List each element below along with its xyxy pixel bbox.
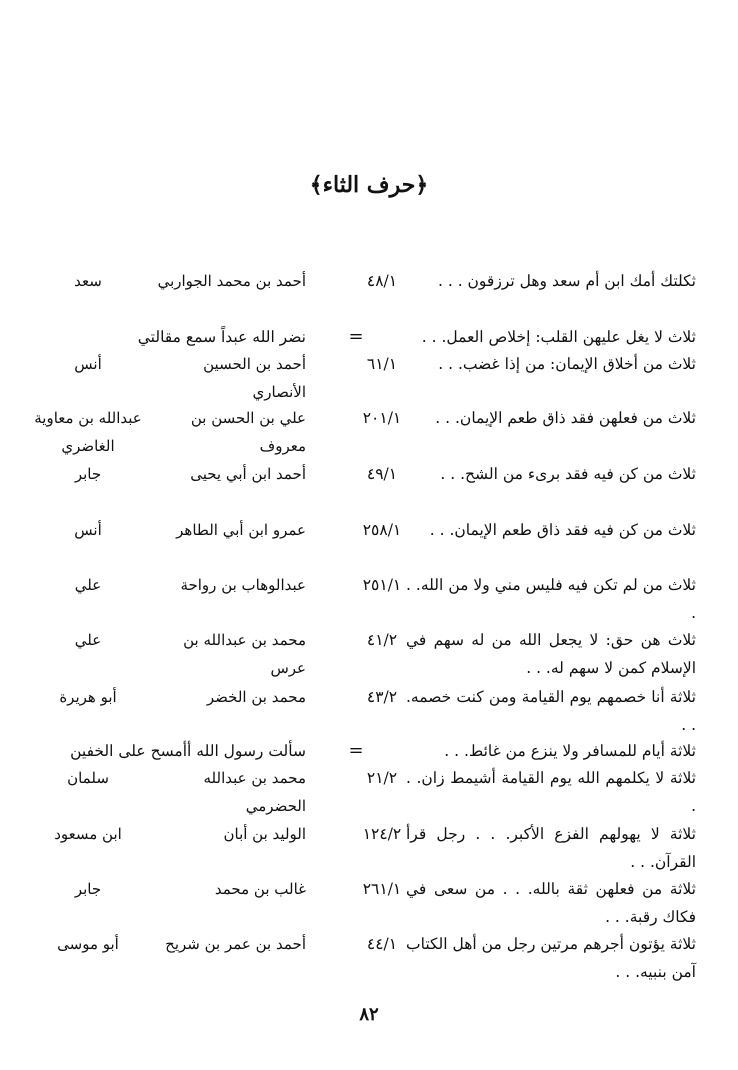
list-item bbox=[0, 267, 738, 327]
hadith-text: ثلاثة يؤتون أجرهم مرتين رجل من أهل الكتاب آمن بنبيه. . . bbox=[406, 935, 696, 981]
volume-page-ref: ٤٩/١ bbox=[366, 465, 398, 483]
volume-page-ref: ٤٤/١ bbox=[366, 935, 398, 953]
equals-symbol: = bbox=[348, 740, 364, 761]
volume-page-ref: ٢٠١/١ bbox=[362, 409, 402, 427]
narrator: أحمد بن الحسين الأنصاري bbox=[203, 355, 306, 401]
volume-page-ref: ٤١/٢ bbox=[366, 631, 398, 649]
narrator: محمد بن عبدالله بن عرس bbox=[183, 631, 306, 677]
list-item bbox=[0, 683, 738, 743]
companion: سلمان bbox=[67, 769, 109, 787]
volume-page-ref: ٤٣/٢ bbox=[366, 688, 398, 706]
narrator: غالب بن محمد bbox=[214, 880, 306, 898]
cross-reference: سألت رسول الله أأمسح على الخفين bbox=[70, 742, 306, 760]
companion: جابر bbox=[74, 465, 102, 483]
volume-page-ref: ٢٦١/١ bbox=[362, 880, 402, 898]
hadith-text: ثلاث من فعلهن فقد ذاق طعم الإيمان. . . bbox=[435, 409, 696, 427]
hadith-text: ثلاثة لا يهولهم الفزع الأكبر. . . رجل قرأ القرآن. . . bbox=[406, 825, 696, 871]
narrator: عمرو ابن أبي الطاهر bbox=[176, 521, 306, 539]
volume-page-ref: ٢٥١/١ bbox=[362, 576, 402, 594]
narrator: عبدالوهاب بن رواحة bbox=[180, 576, 306, 594]
companion: عبدالله بن معاوية الغاضري bbox=[34, 409, 142, 455]
list-item bbox=[0, 323, 738, 351]
narrator: أحمد ابن أبي يحيى bbox=[190, 465, 306, 483]
companion: سعد bbox=[74, 272, 102, 290]
list-item bbox=[0, 764, 738, 824]
list-item bbox=[0, 875, 738, 935]
equals-symbol: = bbox=[348, 326, 364, 347]
cross-reference: نضر الله عبداً سمع مقالتي bbox=[137, 328, 306, 346]
volume-page-ref: ٢٥٨/١ bbox=[362, 521, 402, 539]
list-item bbox=[0, 350, 738, 410]
hadith-text: ثكلتك أمك ابن أم سعد وهل ترزقون . . . bbox=[437, 272, 696, 290]
companion: ابن مسعود bbox=[54, 825, 122, 843]
companion: أبو هريرة bbox=[59, 688, 117, 706]
hadith-text: ثلاثة أنا خصمهم يوم القيامة ومن كنت خصمه. . . bbox=[406, 688, 696, 734]
hadith-text: ثلاث هن حق: لا يجعل الله من له سهم في الإسلام كمن لا سهم له. . . bbox=[406, 631, 696, 677]
list-item bbox=[0, 737, 738, 765]
volume-page-ref: ٤٨/١ bbox=[366, 272, 398, 290]
companion: علي bbox=[74, 631, 102, 649]
list-item bbox=[0, 930, 738, 990]
companion: جابر bbox=[74, 880, 102, 898]
volume-page-ref: ٢١/٢ bbox=[366, 769, 398, 787]
companion: أنس bbox=[74, 355, 102, 373]
list-item bbox=[0, 516, 738, 576]
page-number: ٨٢ bbox=[359, 1004, 379, 1025]
hadith-text: ثلاثة لا يكلمهم الله يوم القيامة أشيمط زان. . . bbox=[406, 769, 696, 815]
list-item bbox=[0, 571, 738, 631]
hadith-text: ثلاثة أيام للمسافر ولا ينزع من غائط. . . bbox=[444, 742, 696, 760]
hadith-text: ثلاث من كن فيه فقد ذاق طعم الإيمان. . . bbox=[429, 521, 696, 539]
narrator: الوليد بن أبان bbox=[223, 825, 306, 843]
list-item bbox=[0, 460, 738, 520]
narrator: علي بن الحسن بن معروف bbox=[190, 409, 306, 455]
companion: أبو موسى bbox=[57, 935, 119, 953]
list-item bbox=[0, 820, 738, 880]
narrator: أحمد بن عمر بن شريح bbox=[165, 935, 306, 953]
companion: أنس bbox=[74, 521, 102, 539]
hadith-text: ثلاثة من فعلهن ثقة بالله. . . من سعى في فكاك رقبة. . . bbox=[406, 880, 696, 926]
hadith-text: ثلاث من أخلاق الإيمان: من إذا غضب. . . bbox=[438, 355, 696, 373]
section-heading: ﴿حرف الثاء﴾ bbox=[309, 172, 429, 198]
list-item bbox=[0, 404, 738, 464]
list-item bbox=[0, 626, 738, 686]
hadith-text: ثلاث من لم تكن فيه فليس مني ولا من الله. . . bbox=[406, 576, 696, 622]
narrator: أحمد بن محمد الجواربي bbox=[157, 272, 306, 290]
hadith-text: ثلاث لا يغل عليهن القلب: إخلاص العمل. . . bbox=[421, 328, 696, 346]
narrator: محمد بن الخضر bbox=[206, 688, 306, 706]
volume-page-ref: ٦١/١ bbox=[366, 355, 398, 373]
narrator: محمد بن عبدالله الحضرمي bbox=[203, 769, 306, 815]
volume-page-ref: ١٢٤/٢ bbox=[362, 825, 402, 843]
hadith-text: ثلاث من كن فيه فقد برىء من الشح. . . bbox=[440, 465, 696, 483]
companion: علي bbox=[74, 576, 102, 594]
